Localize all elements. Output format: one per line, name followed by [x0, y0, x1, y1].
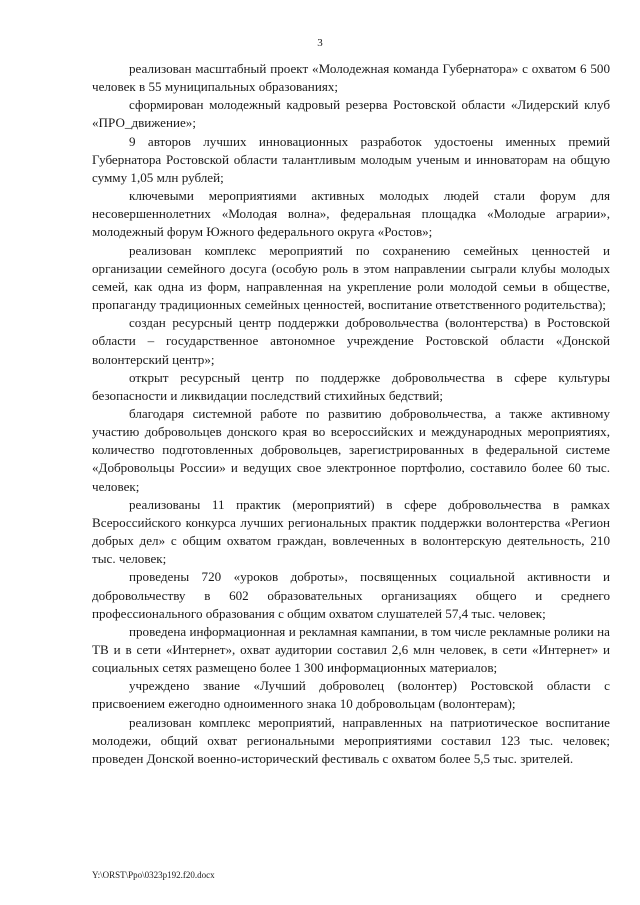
paragraph: ключевыми мероприятиями активных молодых людей стали форум для несовершеннолетних «Молодая волна», федеральная площадка «Молодые аграрии», молодежный форум Южного федерального округа «Ростов»; [92, 188, 610, 240]
paragraph: учреждено звание «Лучший доброволец (волонтер) Ростовской области с присвоением ежегодно одноименного знака 10 добровольцам (волонтерам); [92, 678, 610, 712]
paragraph: проведены 720 «уроков доброты», посвященных социальной активности и добровольчеству в 602 образовательных организациях общего и среднего профессионального образования с общим охватом слушателей 57,4 тыс. человек; [92, 569, 610, 621]
paragraph: 9 авторов лучших инновационных разработок удостоены именных премий Губернатора Ростовской области талантливым молодым ученым и инноваторам на общую сумму 1,05 млн рублей; [92, 133, 610, 185]
footer-filepath: Y:\ORST\Ppo\0323p192.f20.docx [92, 870, 215, 880]
paragraph: реализован комплекс мероприятий по сохранению семейных ценностей и организации семейного досуга (особую роль в этом направлении сыграли клубы молодых семей, как одна из форм, направленная на укрепление роли молодой семьи в обществе, пропаганду традиционных семейных ценностей, воспитание ответственного родительства); [92, 242, 610, 313]
paragraph: реализован комплекс мероприятий, направленных на патриотическое воспитание молодежи, общий охват региональными мероприятиями составил 123 тыс. человек; проведен Донской военно-исторический фестиваль с охватом более 5,5 тыс. зрителей. [92, 714, 610, 766]
paragraph: реализованы 11 практик (мероприятий) в сфере добровольчества в рамках Всероссийского конкурса лучших региональных практик поддержки волонтерства «Регион добрых дел» с общим охватом граждан, вовлеченных в волонтерскую деятельность, 210 тыс. человек; [92, 496, 610, 567]
page-number: 3 [317, 37, 323, 49]
paragraph: благодаря системной работе по развитию добровольчества, а также активному участию добровольцев донского края во всероссийских и международных мероприятиях, количество подготовленных добровольцев, зарегистрированных в федеральной системе «Добровольцы России» и ведущих свое электронное портфолио, составило более 60 тыс. человек; [92, 405, 610, 494]
paragraph: открыт ресурсный центр по поддержке добровольчества в сфере культуры безопасности и ликвидации последствий стихийных бедствий; [92, 369, 610, 403]
paragraph: создан ресурсный центр поддержки добровольчества (волонтерства) в Ростовской области – государственное автономное учреждение Ростовской области «Донской волонтерский центр»; [92, 315, 610, 367]
paragraph: сформирован молодежный кадровый резерва Ростовской области «Лидерский клуб «ПРО_движение»; [92, 97, 610, 131]
paragraph: реализован масштабный проект «Молодежная команда Губернатора» с охватом 6 500 человек в 55 муниципальных образованиях; [92, 61, 610, 95]
paragraph: проведена информационная и рекламная кампании, в том числе рекламные ролики на ТВ и в сети «Интернет», охват аудитории составил 2,6 млн человек, в сети «Интернет» и социальных сетях размещено более 1 300 информационных материалов; [92, 623, 610, 676]
document-body [92, 60, 610, 768]
